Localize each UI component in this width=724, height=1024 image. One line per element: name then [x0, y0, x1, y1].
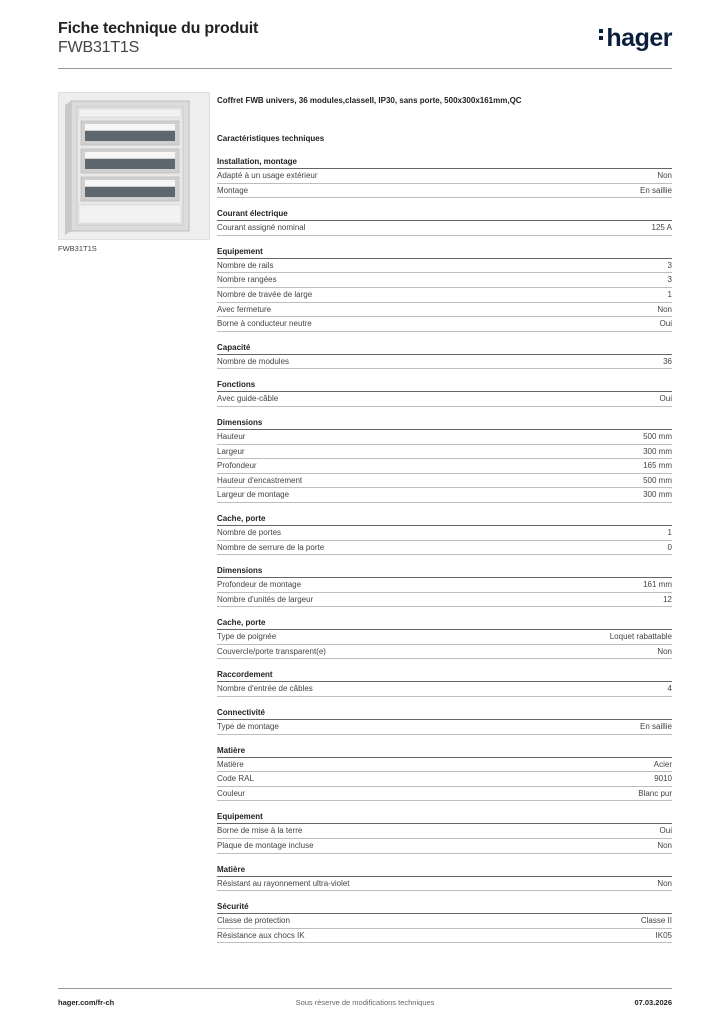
spec-value: 12: [663, 594, 672, 604]
spec-label: Nombre de rails: [217, 260, 274, 270]
spec-row: [217, 392, 672, 407]
spec-label: Nombre d'unités de largeur: [217, 594, 314, 604]
spec-value: 300 mm: [643, 490, 672, 500]
page-title: Fiche technique du produit: [58, 20, 259, 37]
spec-row: [217, 914, 672, 929]
logo-text: hager: [606, 24, 672, 52]
footer-date: 07.03.2026: [634, 998, 672, 1007]
section-title: Matière: [217, 864, 672, 877]
spec-section: [217, 342, 672, 370]
section-title: Connectivité: [217, 707, 672, 720]
spec-row: [217, 593, 672, 608]
spec-value: 3: [667, 260, 672, 270]
footer-website[interactable]: hager.com/fr-ch: [58, 998, 115, 1007]
spec-label: Nombre de serrure de la porte: [217, 542, 325, 552]
spec-value: 1: [667, 527, 672, 537]
spec-row: [217, 221, 672, 236]
section-title: Equipement: [217, 811, 672, 824]
spec-label: Profondeur de montage: [217, 580, 302, 590]
spec-value: 161 mm: [643, 580, 672, 590]
spec-label: Nombre de travée de large: [217, 289, 313, 299]
spec-value: 4: [667, 684, 672, 694]
spec-section: [217, 864, 672, 892]
spec-value: Loquet rabattable: [609, 632, 672, 642]
spec-label: Matière: [217, 759, 244, 769]
section-title: Matière: [217, 745, 672, 758]
spec-row: [217, 259, 672, 274]
section-title: Cache, porte: [217, 617, 672, 630]
spec-row: [217, 169, 672, 184]
enclosure-icon: [59, 93, 209, 239]
section-title: Fonctions: [217, 379, 672, 392]
spec-value: Oui: [659, 826, 672, 836]
spec-label: Couleur: [217, 788, 246, 798]
spec-label: Hauteur d'encastrement: [217, 475, 303, 485]
spec-label: Montage: [217, 185, 249, 195]
spec-row: [217, 526, 672, 541]
spec-row: [217, 787, 672, 802]
spec-label: Nombre de modules: [217, 356, 290, 366]
footer-divider: [58, 988, 672, 989]
spec-row: [217, 824, 672, 839]
product-image: [58, 92, 210, 240]
spec-row: [217, 474, 672, 489]
spec-value: 300 mm: [643, 446, 672, 456]
section-title: Equipement: [217, 246, 672, 259]
spec-row: [217, 758, 672, 773]
spec-label: Borne à conducteur neutre: [217, 319, 312, 329]
spec-value: 125 A: [651, 223, 672, 233]
spec-value: Non: [657, 841, 672, 851]
spec-section: [217, 208, 672, 236]
image-caption: FWB31T1S: [58, 244, 97, 253]
spec-row: [217, 682, 672, 697]
spec-section: [217, 565, 672, 607]
spec-section: [217, 669, 672, 697]
spec-section: [217, 811, 672, 853]
spec-value: Classe II: [640, 916, 672, 926]
spec-value: 165 mm: [643, 461, 672, 471]
spec-row: [217, 273, 672, 288]
section-title: Capacité: [217, 342, 672, 355]
spec-label: Nombre rangées: [217, 275, 277, 285]
spec-value: 0: [667, 542, 672, 552]
spec-value: Non: [657, 646, 672, 656]
spec-value: 1: [667, 289, 672, 299]
spec-row: [217, 877, 672, 892]
spec-row: [217, 355, 672, 370]
spec-label: Adapté à un usage extérieur: [217, 171, 318, 180]
spec-value: En saillie: [639, 722, 672, 732]
spec-value: 500 mm: [643, 431, 672, 441]
spec-label: Borne de mise à la terre: [217, 826, 303, 836]
section-title: Sécurité: [217, 901, 672, 914]
spec-value: 9010: [654, 774, 672, 784]
header-divider: [58, 68, 672, 69]
spec-row: [217, 772, 672, 787]
spec-section: [217, 379, 672, 407]
spec-label: Courant assigné nominal: [217, 223, 306, 233]
spec-label: Classe de protection: [217, 916, 290, 926]
spec-row: [217, 430, 672, 445]
spec-sections: [217, 156, 672, 943]
spec-row: [217, 541, 672, 556]
spec-value: Acier: [653, 759, 672, 769]
spec-section: [217, 707, 672, 735]
spec-row: [217, 720, 672, 735]
spec-label: Résistant au rayonnement ultra-violet: [217, 878, 350, 888]
spec-value: Non: [657, 171, 672, 180]
footer-disclaimer: Sous réserve de modifications techniques: [295, 998, 435, 1007]
spec-row: [217, 578, 672, 593]
spec-label: Type de montage: [217, 722, 279, 732]
page-header: [58, 20, 672, 70]
spec-row: [217, 929, 672, 944]
spec-value: 3: [667, 275, 672, 285]
spec-value: IK05: [655, 930, 672, 940]
spec-value: Oui: [659, 394, 672, 404]
section-title: Raccordement: [217, 669, 672, 682]
section-title: Courant électrique: [217, 208, 672, 221]
spec-label: Largeur: [217, 446, 245, 456]
spec-value: Non: [657, 878, 672, 888]
spec-row: [217, 630, 672, 645]
spec-label: Profondeur: [217, 461, 257, 471]
spec-row: [217, 288, 672, 303]
datasheet-content: [217, 96, 672, 953]
spec-value: 500 mm: [643, 475, 672, 485]
section-title: Dimensions: [217, 565, 672, 578]
spec-label: Avec guide-câble: [217, 394, 279, 404]
spec-label: Avec fermeture: [217, 304, 272, 314]
logo-dots-icon: [599, 26, 604, 43]
spec-value: Blanc pur: [638, 788, 672, 798]
section-title: Installation, montage: [217, 156, 672, 169]
section-title: Cache, porte: [217, 513, 672, 526]
spec-row: [217, 459, 672, 474]
spec-row: [217, 303, 672, 318]
spec-label: Code RAL: [217, 774, 254, 784]
spec-value: En saillie: [639, 185, 672, 195]
spec-section: [217, 901, 672, 943]
spec-section: [217, 246, 672, 332]
section-title: Dimensions: [217, 417, 672, 430]
spec-row: [217, 184, 672, 199]
spec-label: Plaque de montage incluse: [217, 841, 314, 851]
spec-section: [217, 513, 672, 555]
spec-label: Résistance aux chocs IK: [217, 930, 305, 940]
characteristics-title: Caractéristiques techniques: [217, 134, 325, 143]
spec-label: Nombre de portes: [217, 527, 282, 537]
spec-label: Type de poignée: [217, 632, 277, 642]
spec-section: [217, 417, 672, 503]
spec-section: [217, 156, 672, 198]
spec-row: [217, 839, 672, 854]
spec-row: [217, 488, 672, 503]
spec-row: [217, 645, 672, 660]
spec-value: 36: [663, 356, 672, 366]
spec-section: [217, 617, 672, 659]
product-description: Coffret FWB univers, 36 modules,classeII, IP30, sans porte, 500x300x161mm,QC: [217, 96, 522, 105]
hager-logo: [599, 24, 672, 53]
spec-value: Oui: [659, 319, 672, 329]
spec-label: Largeur de montage: [217, 490, 290, 500]
product-reference: FWB31T1S: [58, 39, 140, 56]
spec-label: Hauteur: [217, 431, 246, 441]
spec-row: [217, 445, 672, 460]
spec-section: [217, 745, 672, 802]
spec-value: Non: [657, 304, 672, 314]
spec-label: Nombre d'entrée de câbles: [217, 684, 313, 694]
spec-label: Couvercle/porte transparent(e): [217, 646, 326, 656]
spec-row: [217, 317, 672, 332]
